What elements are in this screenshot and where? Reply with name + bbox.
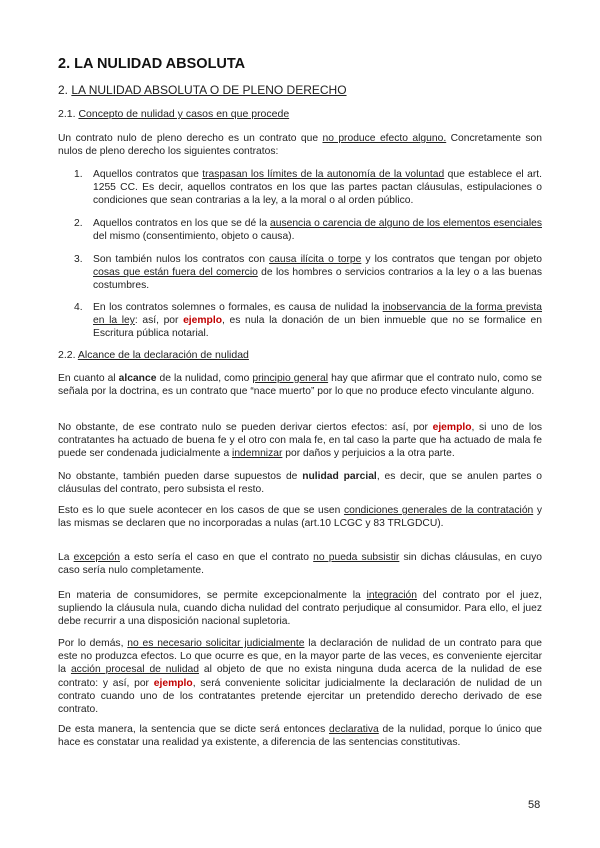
list-item-4: 4. En los contratos solemnes o formales, es causa de nulidad la inobservancia de la forma prevista en la ley: así, por ejemplo, es nula la donación de un bien inmueble que no se formalice en Escritura pública notarial. — [74, 302, 543, 340]
intro-paragraph: Un contrato nulo de pleno derecho es un contrato que no produce efecto alguno. Concretamente son nulos de pleno derecho los siguientes contratos: — [58, 133, 542, 158]
section-heading-2-2: 2.2. Alcance de la declaración de nulidad — [58, 349, 249, 361]
subtitle: 2. LA NULIDAD ABSOLUTA O DE PLENO DERECHO — [58, 83, 347, 97]
list-item-1: 1. Aquellos contratos que traspasan los límites de la autonomía de la voluntad que establece el art. 1255 CC. Es decir, aquellos contratos en los que las partes pactan cláusulas, estipulaciones o condiciones que sean contrarias a la ley, a la moral o al orden público. — [74, 169, 542, 207]
paragraph-excepcion: La excepción a esto sería el caso en que el contrato no pueda subsistir sin dichas cláusulas, en cuyo caso sería nulo completamente. — [58, 552, 542, 577]
page-number: 58 — [528, 799, 541, 811]
list-item-2: 2. Aquellos contratos en los que se dé la ausencia o carencia de alguno de los elementos esenciales del mismo (consentimiento, objeto o causa). — [74, 218, 542, 243]
paragraph-accion-procesal: Por lo demás, no es necesario solicitar judicialmente la declaración de nulidad de un contrato para que este no produzca efectos. Lo que ocurre es que, en la mayor parte de las veces, es conveniente ejercitar la acción procesal de nulidad al objeto de que no exista ninguna duda acerca de la nulidad de ese contrato: y así, por ejemplo, será conveniente solicitar judicialmente la declaración de nulidad de un contrato cuando uno de los contratantes pretende ejercitar un pretendido derecho derivado de ese contrato. — [58, 638, 543, 716]
paragraph-efectos: No obstante, de ese contrato nulo se pueden derivar ciertos efectos: así, por ejemplo, si uno de los contratantes ha actuado de buena fe y el otro con mala fe, en tal caso la parte que ha actuado de mala fe puede ser condenada judicialmente a indemnizar por daños y perjuicios a la otra parte. — [58, 422, 542, 460]
paragraph-nulidad-parcial: No obstante, también pueden darse supuestos de nulidad parcial, es decir, que se anulen partes o cláusulas del contrato, pero subsista el resto. — [58, 471, 543, 496]
list-item-3: 3. Son también nulos los contratos con causa ilícita o torpe y los contratos que tengan por objeto cosas que están fuera del comercio de los hombres o servicios contrarios a la ley o a las buenas costumbres. — [74, 254, 543, 292]
paragraph-sentencia: De esta manera, la sentencia que se dicte será entonces declarativa de la nulidad, porque lo único que hace es constatar una realidad ya existente, a diferencia de las sentencias constitutivas. — [58, 724, 542, 749]
paragraph-consumidores: En materia de consumidores, se permite excepcionalmente la integración del contrato por el juez, supliendo la cláusula nula, cuando dicha nulidad del contrato perjudique al consumidor. Para ello, el juez debe recurrir a una disposición nacional supletoria. — [58, 590, 542, 628]
page-title: 2. LA NULIDAD ABSOLUTA — [58, 56, 246, 72]
section-heading-2-1: 2.1. Concepto de nulidad y casos en que procede — [58, 108, 290, 120]
subtitle-text: LA NULIDAD ABSOLUTA O DE PLENO DERECHO — [71, 83, 347, 97]
paragraph-alcance: En cuanto al alcance de la nulidad, como principio general hay que afirmar que el contrato nulo, como se señala por la doctrina, es un contrato que “nace muerto” por lo que no produce efecto vinculante alguno. — [58, 373, 542, 398]
paragraph-condiciones-generales: Esto es lo que suele acontecer en los casos de que se usen condiciones generales de la contratación y las mismas se declaren que no incorporadas a nulas (art.10 LCGC y 83 TRLGDCU). — [58, 505, 542, 530]
